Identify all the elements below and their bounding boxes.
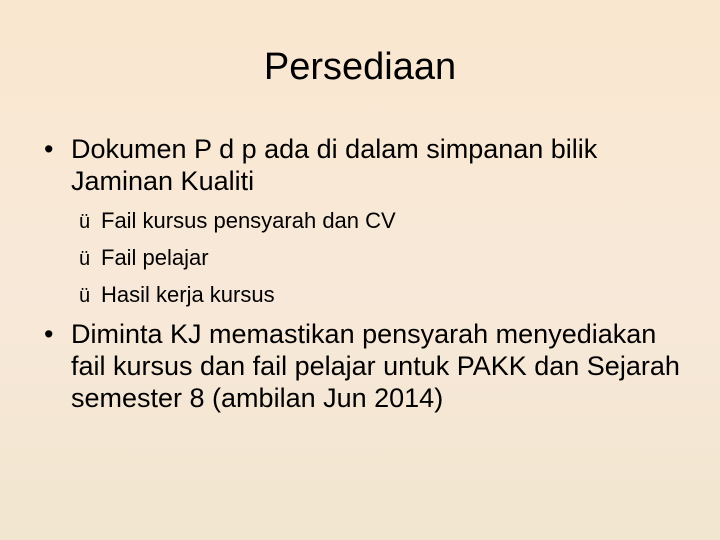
sub-bullet-text: Fail kursus pensyarah dan CV bbox=[101, 208, 396, 233]
checkmark-icon: ü bbox=[79, 285, 91, 307]
sub-bullet-text: Fail pelajar bbox=[101, 245, 209, 270]
sub-bullet-item bbox=[79, 245, 209, 272]
bullet-item bbox=[44, 318, 684, 414]
bullet-text: Dokumen P d p ada di dalam simpanan bilik Jaminan Kualiti bbox=[71, 134, 598, 196]
bullet-marker: • bbox=[44, 134, 54, 164]
checkmark-icon: ü bbox=[79, 248, 91, 270]
sub-bullet-item bbox=[79, 282, 275, 309]
checkmark-icon: ü bbox=[79, 211, 91, 233]
sub-bullet-item bbox=[79, 208, 396, 235]
bullet-marker: • bbox=[44, 319, 54, 349]
bullet-item bbox=[44, 133, 684, 197]
bullet-text: Diminta KJ memastikan pensyarah menyediakan fail kursus dan fail pelajar untuk PAKK dan Sejarah semester 8 (ambilan Jun 2014) bbox=[71, 319, 680, 413]
sub-bullet-text: Hasil kerja kursus bbox=[101, 282, 275, 307]
slide-title: Persediaan bbox=[263, 46, 457, 88]
